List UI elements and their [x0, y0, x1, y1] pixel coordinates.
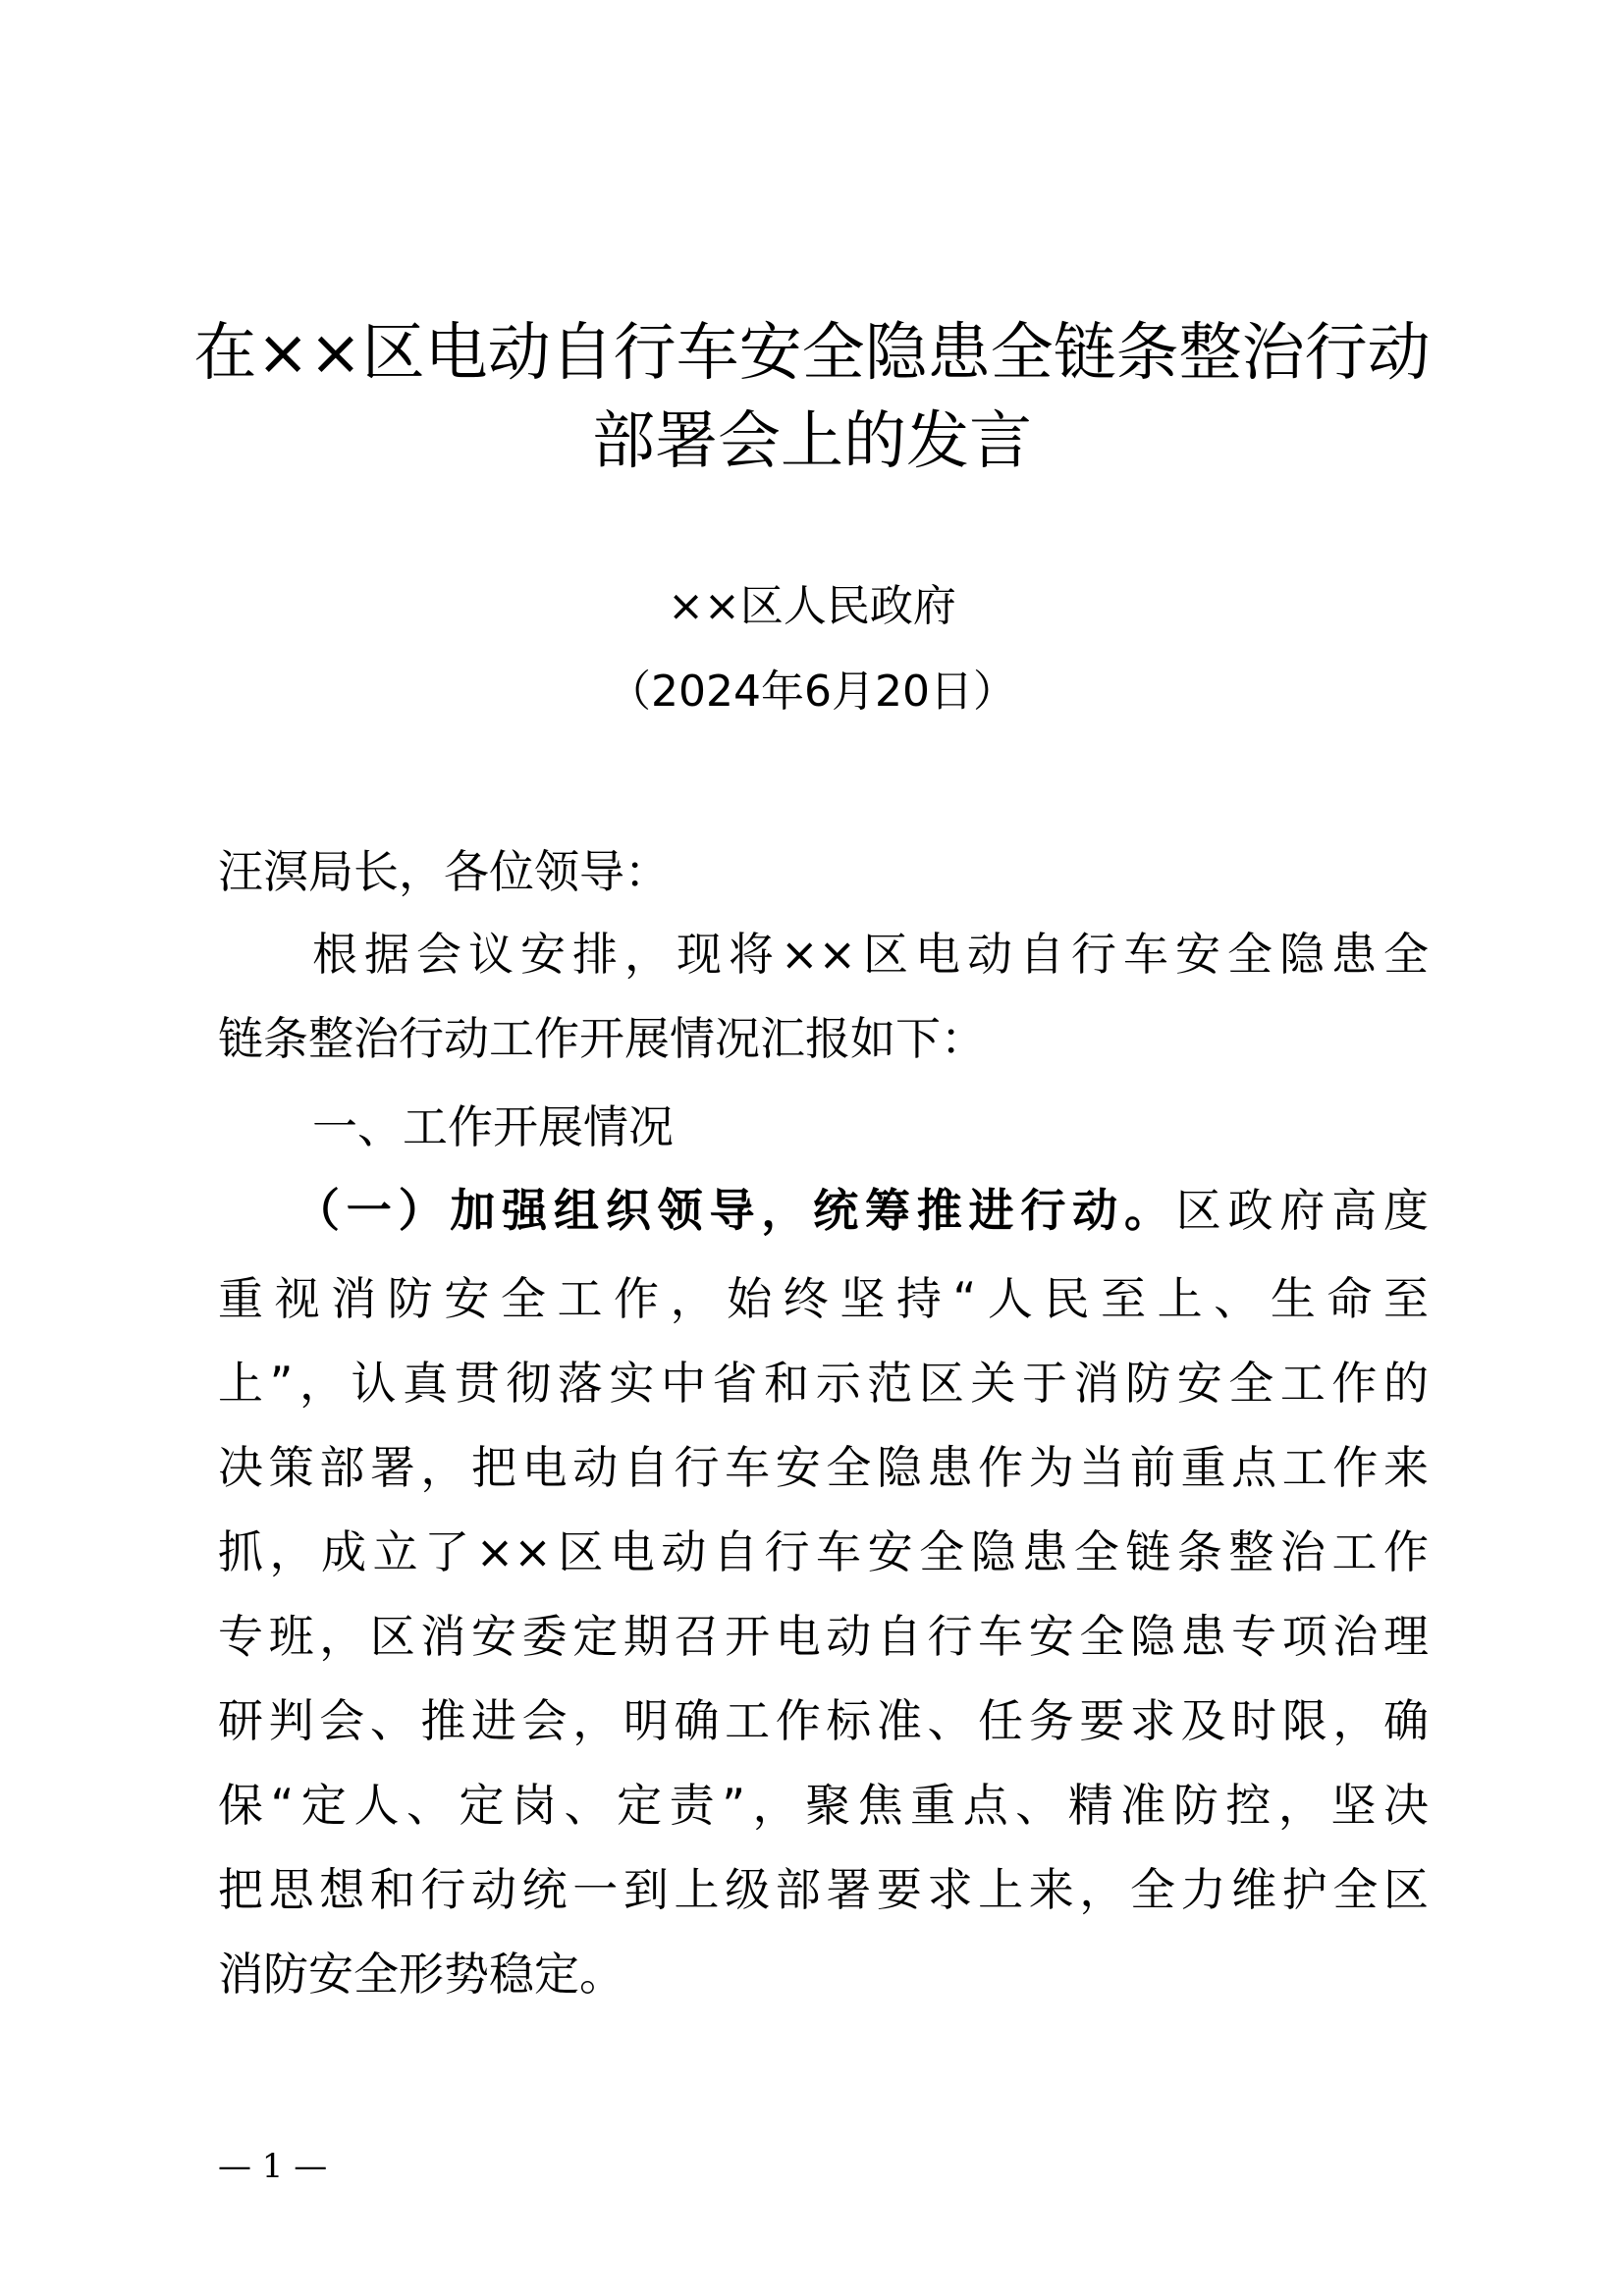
author: ××区人民政府	[668, 581, 956, 631]
page-number: — 1 —	[218, 2147, 328, 2186]
body-line: 把思想和行动统一到上级部署要求上来，全力维护全区	[218, 1863, 1429, 1916]
body-line: 抓，成立了××区电动自行车安全隐患全链条整治工作	[218, 1525, 1429, 1578]
subsection-heading: （一）加强组织领导，统筹推进行动。	[295, 1184, 1176, 1237]
body-line: 专班，区消安委定期召开电动自行车安全隐患专项治理	[218, 1610, 1429, 1663]
body-line: 保“定人、定岗、定责”，聚焦重点、精准防控，坚决	[218, 1779, 1429, 1832]
body-line: 消防安全形势稳定。	[218, 1948, 624, 2001]
body-line: 研判会、推进会，明确工作标准、任务要求及时限，确	[218, 1694, 1429, 1747]
section-heading: 一、工作开展情况	[312, 1100, 674, 1153]
body-text: 区政府高度	[1175, 1184, 1430, 1237]
salutation: 汪溟局长，各位领导：	[218, 845, 670, 898]
intro-line: 链条整治行动工作开展情况汇报如下：	[218, 1012, 986, 1065]
intro-line: 根据会议安排，现将××区电动自行车安全隐患全	[312, 928, 1429, 981]
body-line: 重视消防安全工作，始终坚持“人民至上、生命至	[218, 1272, 1429, 1325]
document-title-line-1: 在××区电动自行车安全隐患全链条整治行动	[193, 317, 1431, 390]
body-line: 上”，认真贯彻落实中省和示范区关于消防安全工作的	[218, 1357, 1429, 1410]
date: （2024年6月20日）	[608, 667, 1016, 717]
document-title-line-2: 部署会上的发言	[592, 405, 1032, 478]
subsection-first-line	[295, 1181, 1429, 1240]
body-line: 决策部署，把电动自行车安全隐患作为当前重点工作来	[218, 1441, 1429, 1494]
